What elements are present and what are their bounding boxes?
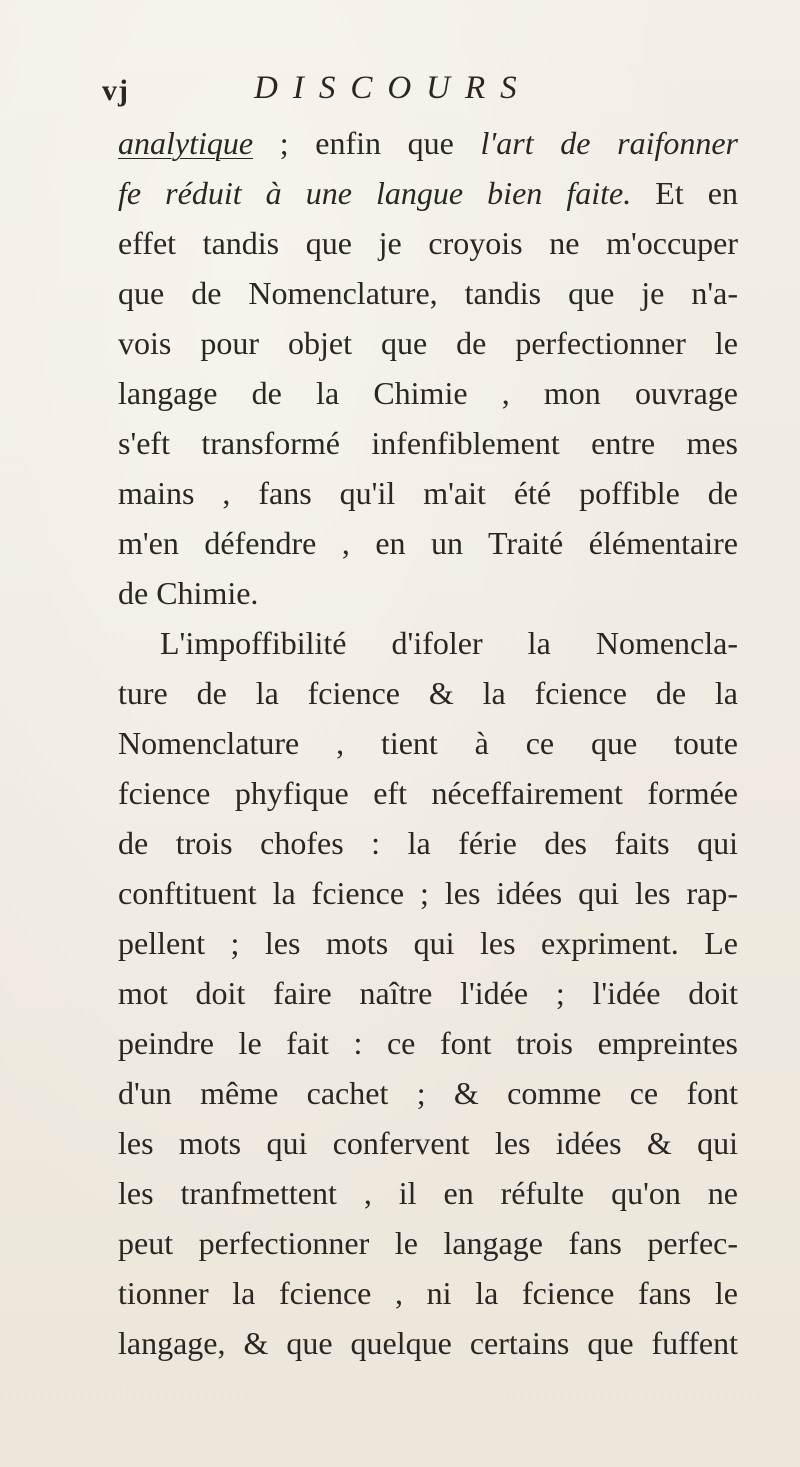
text-line: peindre le fait : ce font trois empreintes (118, 1025, 738, 1061)
text-line: s'eft transformé infenfiblement entre mes (118, 425, 738, 461)
text-line: mot doit faire naître l'idée ; l'idée doit (118, 975, 738, 1011)
text-line: analytique ; enfin que l'art de raifonner (118, 125, 739, 161)
text-line: L'impoffibilité d'ifoler la Nomencla- (160, 625, 738, 661)
text-line: peut perfectionner le langage fans perfec- (118, 1225, 738, 1261)
text-line: Nomenclature , tient à ce que toute (118, 725, 738, 761)
text-line: que de Nomenclature, tandis que je n'a- (118, 275, 738, 311)
text-line: d'un même cachet ; & comme ce font (118, 1075, 738, 1111)
text-line: de Chimie. (118, 575, 259, 611)
text-line: tionner la fcience , ni la fcience fans le (118, 1275, 738, 1311)
text-line: langage, & que quelque certains que fuffent (118, 1325, 738, 1361)
text-line: effet tandis que je croyois ne m'occuper (118, 225, 738, 261)
text-line: de trois chofes : la férie des faits qui (118, 825, 738, 861)
text-line: les tranfmettent , il en réfulte qu'on ne (118, 1175, 738, 1211)
body-text (118, 118, 738, 1368)
text-line: fcience phyfique eft néceffairement formée (118, 775, 738, 811)
page-header (102, 66, 602, 106)
text-line: mains , fans qu'il m'ait été poffible de (118, 475, 738, 511)
text-line: conftituent la fcience ; les idées qui les rap- (118, 875, 738, 911)
text-line: vois pour objet que de perfectionner le (118, 325, 738, 361)
text-line: langage de la Chimie , mon ouvrage (118, 375, 738, 411)
text-line: fe réduit à une langue bien faite. Et en (118, 175, 738, 211)
text-line: les mots qui confervent les idées & qui (118, 1125, 738, 1161)
running-head: DISCOURS (254, 70, 532, 106)
text-line: m'en défendre , en un Traité élémentaire (118, 525, 738, 561)
text-line: pellent ; les mots qui les expriment. Le (118, 925, 738, 961)
page-number: vj (102, 74, 129, 107)
text-line: ture de la fcience & la fcience de la (118, 675, 738, 711)
